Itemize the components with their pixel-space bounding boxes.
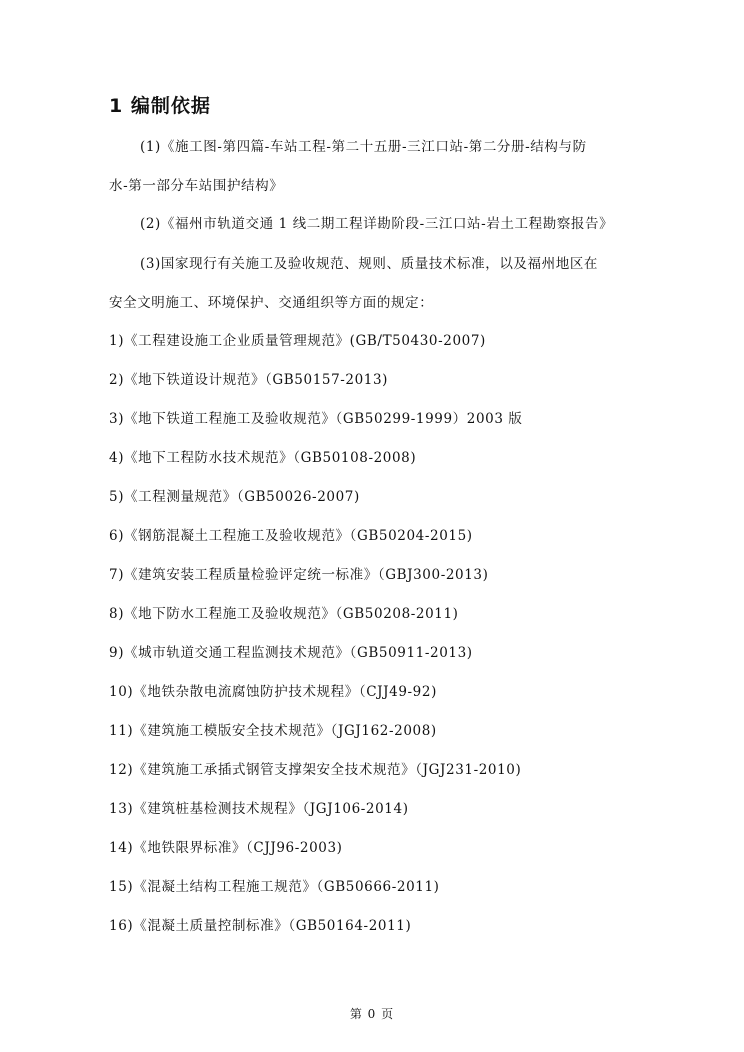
list-item: 13)《建筑桩基检测技术规程》（JGJ106-2014) [109, 801, 409, 817]
list-item: 15)《混凝土结构工程施工规范》（GB50666-2011) [109, 879, 440, 895]
paragraph-line: 安全文明施工、环境保护、交通组织等方面的规定： [109, 295, 434, 311]
list-item: 4)《地下工程防水技术规范》（GB50108-2008) [109, 450, 417, 466]
list-item: 6)《钢筋混凝土工程施工及验收规范》（GB50204-2015) [109, 528, 473, 544]
list-item: 10)《地铁杂散电流腐蚀防护技术规程》（CJJ49-92) [109, 684, 437, 700]
list-item: 9)《城市轨道交通工程监测技术规范》（GB50911-2013) [109, 645, 473, 661]
list-item: 8)《地下防水工程施工及验收规范》（GB50208-2011) [109, 606, 459, 622]
list-item: 14)《地铁限界标准》（CJJ96-2003) [109, 840, 343, 856]
section-heading: 1 编制依据 [109, 95, 211, 117]
paragraph-line: (1)《施工图-第四篇-车站工程-第二十五册-三江口站-第二分册-结构与防 [140, 139, 587, 155]
paragraph-line: 水-第一部分车站围护结构》 [109, 178, 284, 194]
list-item: 11)《建筑施工模版安全技术规范》（JGJ162-2008) [109, 723, 437, 739]
list-item: 16)《混凝土质量控制标准》（GB50164-2011) [109, 918, 412, 934]
list-item: 5)《工程测量规范》（GB50026-2007) [109, 489, 360, 505]
list-item: 12)《建筑施工承插式钢管支撑架安全技术规范》（JGJ231-2010) [109, 762, 522, 778]
list-item: 1)《工程建设施工企业质量管理规范》(GB/T50430-2007) [109, 333, 486, 349]
list-item: 7)《建筑安装工程质量检验评定统一标准》（GBJ300-2013) [109, 567, 489, 583]
page-number: 第 0 页 [349, 1007, 395, 1021]
list-item: 3)《地下铁道工程施工及验收规范》（GB50299-1999）2003 版 [109, 411, 523, 427]
list-item: 2)《地下铁道设计规范》（GB50157-2013) [109, 372, 389, 388]
paragraph-line: (3)国家现行有关施工及验收规范、规则、质量技术标准，以及福州地区在 [140, 256, 599, 272]
paragraph-line: (2)《福州市轨道交通 1 线二期工程详勘阶段-三江口站-岩土工程勘察报告》 [140, 216, 614, 232]
